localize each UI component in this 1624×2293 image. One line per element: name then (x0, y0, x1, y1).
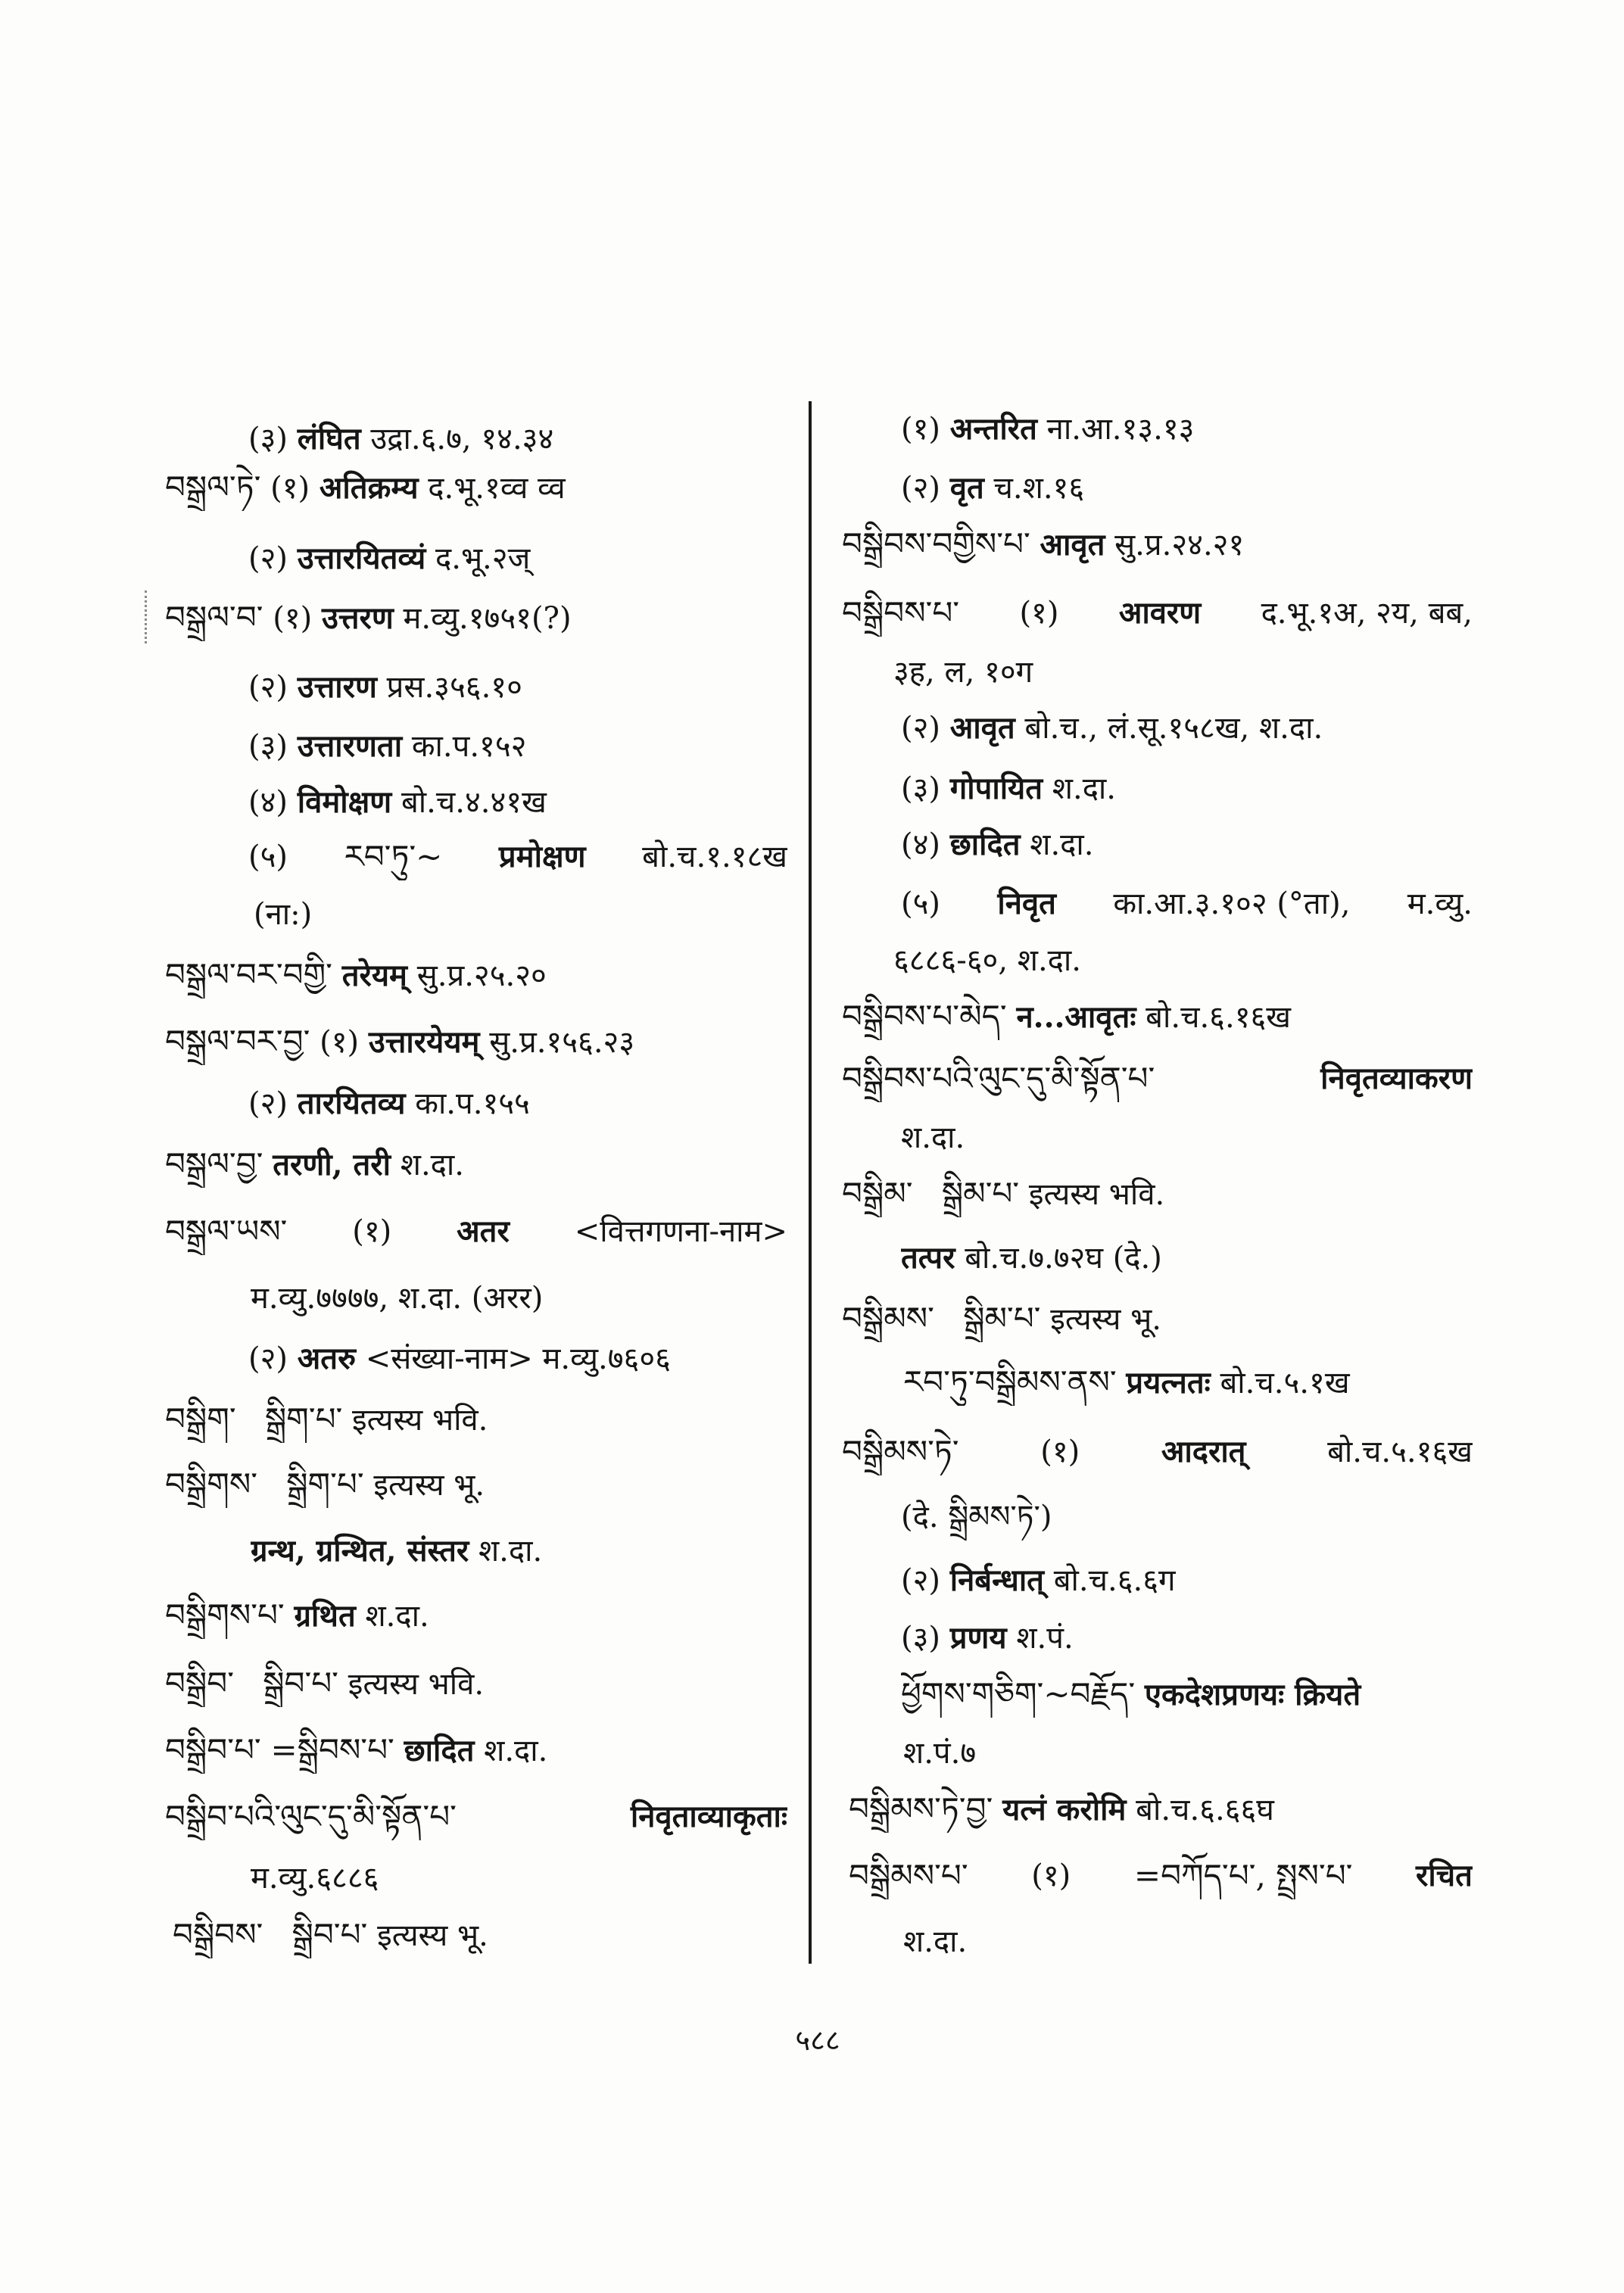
entry-line (901, 1557, 1473, 1604)
sense-number: (१) (1040, 1435, 1080, 1469)
sanskrit-equivalent: उत्तारयेयम् (368, 1024, 480, 1060)
headword-tibetan: བསྒྲིབ་པ་ (165, 1731, 261, 1768)
sanskrit-equivalent: अन्तरित (949, 411, 1037, 447)
sanskrit-equivalent: छादित (404, 1733, 475, 1768)
entry-line (165, 594, 787, 641)
entry-line (901, 1671, 1473, 1718)
sanskrit-equivalent: उत्तारण (297, 669, 377, 705)
sanskrit-equivalent: अतरु (297, 1341, 357, 1376)
grammar-note: इत्यस्य भू. (373, 1468, 485, 1503)
entry-line (842, 521, 1473, 568)
entry-line (842, 1428, 1473, 1475)
sense-number: (२) (248, 1086, 288, 1121)
entry-line (165, 1396, 787, 1443)
headword-tibetan: བསྒྲིགས་པ་ (165, 1597, 285, 1634)
entry-line (893, 937, 1473, 984)
tibetan-cross-reference: སྒྲིག་པ་ (264, 1400, 343, 1438)
sense-number: (१) (1031, 1858, 1071, 1893)
sanskrit-equivalent: आवृत (1040, 527, 1105, 562)
entry-line (901, 465, 1473, 512)
tibetan-cross-reference: =བཀོད་པ་, སྤྲས་པ་ (1133, 1857, 1353, 1894)
source-reference: का.प.१५२ (411, 729, 527, 764)
entry-line (173, 1911, 787, 1958)
sanskrit-equivalent: निवृताव्याकृताः (630, 1799, 787, 1834)
sense-number: (२) (248, 670, 288, 705)
headword-tibetan: བསྒྲལ་བར་བྱ་ (165, 1023, 310, 1060)
source-reference: श.दा. (901, 1120, 965, 1155)
source-reference: म.व्यु.१७५१(?) (403, 601, 572, 636)
sanskrit-equivalent: उत्तरण (321, 600, 394, 636)
sanskrit-equivalent: निवृतव्याकरण (1320, 1061, 1473, 1096)
headword-tibetan: བསྒྲིབས་པ་མེད་ (842, 998, 1007, 1035)
entry-line (248, 779, 787, 826)
sanskrit-equivalent: प्रणय (949, 1620, 1007, 1656)
source-reference: श.दा. (903, 1924, 968, 1959)
tibetan-phrase: རབ་ཏུ་བསྒྲིམས་ནས་ (903, 1363, 1117, 1400)
entry-line (842, 993, 1473, 1040)
sense-number: (१) (320, 1025, 360, 1060)
headword-tibetan: བསྒྲལ་བྱ་ (165, 1145, 263, 1182)
sanskrit-equivalent: न...आवृतः (1016, 999, 1136, 1035)
sense-number: (१) (270, 471, 310, 506)
sanskrit-equivalent: एकदेशप्रणयः क्रियते (1144, 1677, 1361, 1712)
sanskrit-equivalent: विमोक्षण (297, 784, 392, 820)
headword-tibetan: བསྒྲིམས་ (842, 1300, 934, 1337)
entry-line (165, 1018, 787, 1065)
source-reference: श.दा. (1030, 827, 1094, 862)
sense-number: (४) (901, 827, 941, 862)
sense-number: (१) (273, 601, 313, 636)
sense-number: (२) (901, 711, 941, 746)
sanskrit-equivalent: निवृत (997, 886, 1056, 921)
source-reference: बो.च., लं.सू.१५८ख, श.दा. (1024, 711, 1323, 746)
entry-line (901, 880, 1473, 927)
headword-tibetan: བསྒྲིབ་པའི་ལུང་དུ་མི་སྟོན་པ་ (165, 1798, 457, 1835)
entry-line (248, 833, 787, 880)
tibetan-cross-reference: སྒྲིམ་པ་ (941, 1175, 1020, 1212)
sense-number: (२) (901, 1563, 941, 1598)
grammar-note: इत्यस्य भू. (1050, 1302, 1161, 1337)
sanskrit-equivalent: अतर (457, 1213, 510, 1249)
source-reference: का.आ.३.१०२ (°ता), (1113, 886, 1351, 921)
entry-line (842, 1295, 1473, 1342)
entry-line (901, 821, 1473, 868)
source-reference: बो.च.४.४१ख (401, 785, 547, 820)
source-reference: बो.च.१.१८ख (642, 840, 787, 874)
sanskrit-equivalent: प्रमोक्षण (498, 839, 586, 874)
sense-number: (१) (901, 412, 941, 447)
entry-line (165, 1592, 787, 1639)
source-reference: द.भू.२ज् (435, 541, 531, 576)
source-reference: श.दा. (365, 1599, 429, 1634)
sanskrit-equivalent: यत्नं करोमि (1002, 1792, 1127, 1827)
sanskrit-equivalent: वृत (949, 470, 984, 506)
sense-number: (२) (901, 471, 941, 506)
entry-line (901, 1615, 1473, 1662)
tibetan-phrase: ཕྱོགས་གཅིག་~བརྗོད་ (901, 1675, 1136, 1712)
source-reference: बो.च.६.६ग (1053, 1563, 1176, 1598)
source-reference: म.व्यु. (1407, 886, 1473, 921)
tibetan-cross-reference: སྒྲིབ་པ་ (291, 1916, 368, 1953)
source-reference: सु.प्र.२४.२१ (1114, 528, 1245, 562)
headword-tibetan: བསྒྲིབས་པ་ (842, 594, 960, 631)
headword-tibetan: བསྒྲལ་བར་བགྱི་ (165, 956, 332, 993)
entry-line (903, 1730, 1473, 1777)
source-reference: श.पं. (1016, 1621, 1074, 1656)
headword-tibetan: བསྒྲིབ་ (165, 1665, 235, 1702)
headword-tibetan: བསྒྲིབས་བགྱིས་པ་ (842, 525, 1030, 562)
source-reference: श.दा. (1052, 771, 1117, 806)
source-reference: सु.प्र.१५६.२३ (489, 1025, 635, 1060)
entry-line (248, 1080, 787, 1127)
entry-line (903, 1359, 1473, 1406)
entry-line (901, 705, 1473, 752)
source-reference: प्रस.३५६.१० (386, 670, 522, 705)
entry-line (165, 1727, 787, 1774)
entry-line (165, 1461, 787, 1508)
source-reference: ना.आ.१३.१३ (1046, 412, 1195, 447)
entry-line (842, 1055, 1473, 1102)
headword-tibetan: བསྒྲིམས་ཏེ་བྱ་ (849, 1790, 993, 1827)
column-divider (809, 401, 812, 1964)
entry-line (251, 1528, 787, 1575)
sanskrit-equivalent: तत्पर (901, 1240, 955, 1276)
category-note: <वित्तगणना-नाम> (574, 1214, 787, 1249)
source-reference: बो.च.५.१६ख (1327, 1435, 1473, 1469)
tibetan-phrase: རབ་ཏུ་~ (344, 838, 443, 875)
sense-number: (२) (248, 1341, 288, 1376)
sanskrit-equivalent: आवृत (949, 710, 1015, 746)
sense-number: (३) (901, 771, 941, 806)
source-reference: (ना:) (254, 897, 313, 932)
sanskrit-equivalent: रचित (1416, 1858, 1473, 1893)
margin-dot-mark (145, 590, 147, 643)
headword-tibetan: བསྒྲལ་བ་ (165, 599, 263, 636)
entry-line (849, 1786, 1473, 1833)
sanskrit-equivalent: गोपायित (949, 771, 1043, 806)
grammar-note: इत्यस्य भवि. (1028, 1177, 1165, 1212)
sense-number: (३) (248, 422, 288, 456)
entry-line (248, 1335, 787, 1382)
source-reference: सु.प्र.२५.२० (416, 958, 547, 993)
sanskrit-equivalent: प्रयत्नतः (1126, 1365, 1211, 1400)
source-reference: म.व्यु.६८८६ (251, 1861, 379, 1896)
headword-tibetan: བསྒྲིམས་ཏེ་ (842, 1433, 959, 1470)
headword-tibetan: བསྒྲལ་ཡས་ (165, 1213, 288, 1250)
sanskrit-equivalent: ग्रथित (294, 1598, 356, 1634)
tibetan-cross-reference: སྒྲིག་པ་ (286, 1466, 364, 1503)
entry-line (165, 464, 787, 511)
source-reference: श.दा. (484, 1734, 548, 1768)
sanskrit-equivalent: लंघित (297, 421, 361, 456)
entry-line (248, 535, 787, 582)
sense-number: (३) (901, 1621, 941, 1656)
category-note: <संख्या-नाम> (365, 1341, 533, 1376)
sanskrit-equivalent: उत्तारयितव्यं (297, 541, 426, 576)
source-reference: द.भू.१व्व व्व (428, 471, 566, 506)
source-reference: श.दा. (478, 1534, 543, 1569)
entry-line (254, 891, 787, 938)
headword-tibetan: བསྒྲིམས་པ་ (849, 1857, 968, 1894)
grammar-note: इत्यस्य भवि. (352, 1403, 488, 1438)
entry-line (251, 1275, 787, 1322)
entry-line (248, 416, 787, 463)
source-reference: द.भू.१अ, २य, बब, (1261, 596, 1473, 631)
source-reference: बो.च.६.६६घ (1136, 1793, 1274, 1827)
sanskrit-equivalent: ग्रन्थ, ग्रन्थित, संस्तर (251, 1533, 469, 1569)
entry-line (901, 765, 1473, 812)
entry-line (165, 1208, 787, 1255)
entry-line (901, 1114, 1473, 1161)
sanskrit-equivalent: छादित (949, 827, 1021, 862)
entry-line (165, 1793, 787, 1840)
headword-tibetan: བསྒྲལ་ཏེ་ (165, 469, 261, 506)
entry-line (248, 723, 787, 770)
sense-number: (४) (248, 785, 288, 820)
entry-line (901, 1494, 1473, 1541)
source-reference: उद्रा.६.७, १४.३४ (370, 422, 554, 456)
source-reference: बो.च.७.७२घ (दे.) (965, 1241, 1162, 1276)
sanskrit-equivalent: तरेयम् (341, 958, 407, 993)
source-reference: च.श.१६ (993, 471, 1085, 506)
source-reference: श.दा. (400, 1148, 464, 1182)
page-number: ५८८ (795, 2024, 840, 2057)
sanskrit-equivalent: निर्बन्धात् (949, 1562, 1044, 1598)
sense-number: (१) (352, 1214, 392, 1249)
source-reference: ३ह, ल, १०ग (893, 655, 1033, 690)
sanskrit-equivalent: आदरात् (1161, 1434, 1246, 1469)
entry-line (901, 406, 1473, 453)
entry-line (842, 1170, 1473, 1217)
sanskrit-equivalent: उत्तारणता (297, 728, 403, 764)
entry-line (248, 664, 787, 711)
entry-line (165, 1141, 787, 1188)
entry-line (893, 649, 1473, 696)
sense-number: (३) (248, 729, 288, 764)
entry-line (165, 952, 787, 999)
source-reference: बो.च.६.१६ख (1146, 1000, 1292, 1035)
entry-line (842, 590, 1473, 637)
source-reference: का.प.१५५ (415, 1086, 530, 1121)
entry-line (901, 1235, 1473, 1282)
sanskrit-equivalent: तरणी, तरी (273, 1147, 391, 1182)
headword-tibetan: བསྒྲིམ་ (842, 1175, 913, 1212)
entry-line (251, 1855, 787, 1902)
sense-number: (५) (901, 886, 941, 921)
sense-number: (१) (1019, 596, 1059, 631)
sanskrit-equivalent: तारयितव्य (297, 1086, 406, 1121)
headword-tibetan: བསྒྲིག་ (165, 1400, 236, 1438)
entry-line (903, 1918, 1473, 1965)
source-reference: बो.च.५.१ख (1220, 1366, 1350, 1400)
source-reference: ६८८६-६०, श.दा. (893, 943, 1081, 978)
headword-tibetan: བསྒྲིགས་ (165, 1466, 258, 1503)
headword-tibetan: བསྒྲིབས་པའི་ལུང་དུ་མི་སྟོན་པ་ (842, 1060, 1155, 1097)
tibetan-cross-reference: =སྒྲིབས་པ་ (270, 1731, 394, 1768)
grammar-note: इत्यस्य भवि. (348, 1667, 485, 1702)
sanskrit-equivalent: आवरण (1118, 595, 1202, 631)
grammar-note: इत्यस्य भू. (377, 1918, 488, 1953)
headword-tibetan: བསྒྲིབས་ (173, 1916, 263, 1953)
tibetan-cross-reference: སྒྲིབ་པ་ (263, 1665, 339, 1702)
cross-reference: (दे. སྒྲིམས་ཏེ་) (901, 1500, 1052, 1534)
entry-line (849, 1852, 1473, 1899)
tibetan-cross-reference: སྒྲིམ་པ་ (963, 1300, 1041, 1337)
sanskrit-equivalent: अतिक्रम्य (319, 470, 419, 506)
source-reference: म.व्यु.७७७७, श.दा. (अरर) (251, 1281, 544, 1316)
source-reference: श.पं.७ (903, 1736, 977, 1771)
source-reference: म.व्यु.७६०६ (542, 1341, 671, 1376)
entry-line (165, 1660, 787, 1707)
sense-number: (२) (248, 541, 288, 576)
sense-number: (५) (248, 840, 288, 874)
